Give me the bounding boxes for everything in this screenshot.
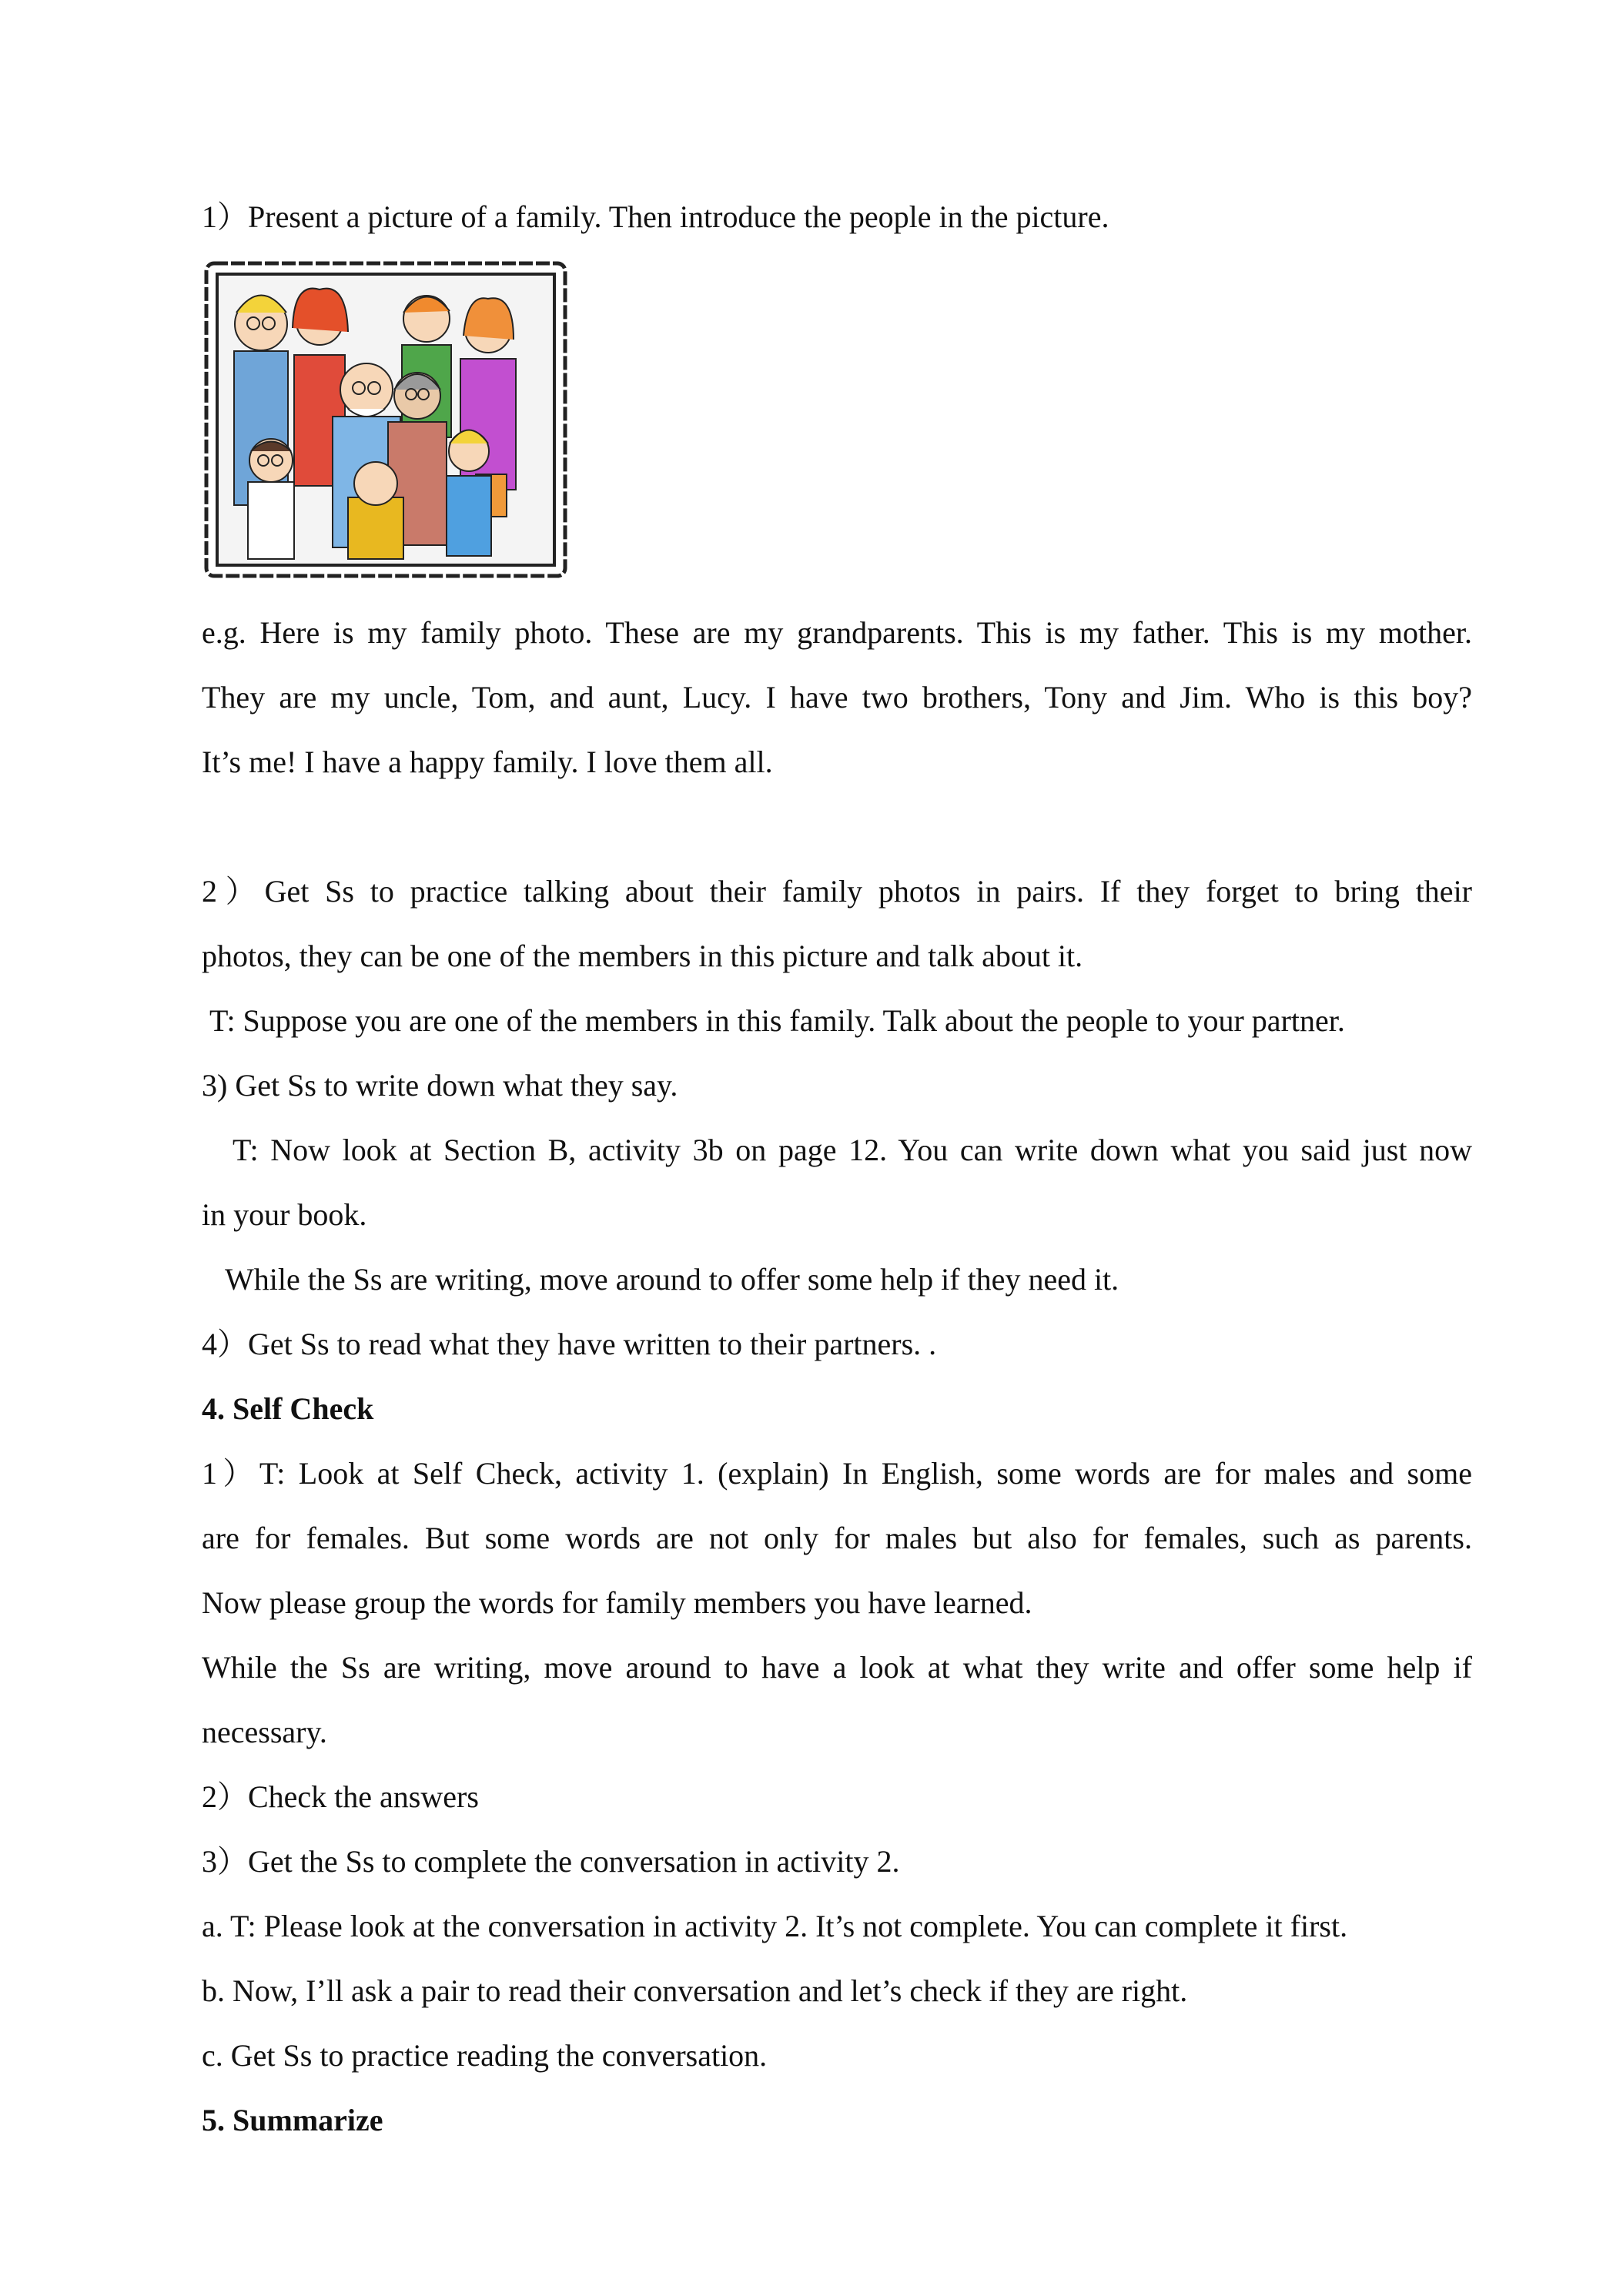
self-check-heading: 4. Self Check	[202, 1391, 374, 1426]
self-check-note-line-1: While the Ss are writing, move around to have a look at what they write and offer some help if	[202, 1650, 1472, 1685]
self-check-step-2: 2）Check the answers	[202, 1779, 479, 1814]
self-check-step-1-line-2: are for females. But some words are not only for males but also for females, such as parents.	[202, 1521, 1472, 1555]
family-picture	[202, 259, 570, 581]
self-check-step-1-line-1: 1）T: Look at Self Check, activity 1. (explain) In English, some words are for males and some	[202, 1456, 1472, 1491]
self-check-note-line-2: necessary.	[202, 1715, 327, 1749]
step-1-text: 1）Present a picture of a family. Then introduce the people in the picture.	[202, 199, 1109, 234]
step-4-text: 4）Get Ss to read what they have written to their partners. .	[202, 1327, 937, 1361]
step-2-line-1: 2）Get Ss to practice talking about their family photos in pairs. If they forget to bring their	[202, 874, 1472, 909]
example-line-3: It’s me! I have a happy family. I love them all.	[202, 745, 773, 779]
step-3-teacher-line-2: in your book.	[202, 1197, 367, 1232]
step-2-teacher: T: Suppose you are one of the members in this family. Talk about the people to your partner.	[209, 1003, 1345, 1038]
step-2-line-2: photos, they can be one of the members in this picture and talk about it.	[202, 939, 1083, 973]
summarize-heading: 5. Summarize	[202, 2103, 383, 2137]
step-3-teacher-line-1: T: Now look at Section B, activity 3b on page 12. You can write down what you said just now	[233, 1133, 1472, 1167]
self-check-step-3: 3）Get the Ss to complete the conversation in activity 2.	[202, 1844, 900, 1879]
step-3-text: 3) Get Ss to write down what they say.	[202, 1068, 678, 1103]
self-check-item-a: a. T: Please look at the conversation in activity 2. It’s not complete. You can complete it first.	[202, 1909, 1348, 1943]
self-check-item-b: b. Now, I’ll ask a pair to read their conversation and let’s check if they are right.	[202, 1973, 1188, 2008]
example-line-1: e.g. Here is my family photo. These are my grandparents. This is my father. This is my mother.	[202, 615, 1472, 650]
self-check-step-1-line-3: Now please group the words for family members you have learned.	[202, 1585, 1032, 1620]
example-line-2: They are my uncle, Tom, and aunt, Lucy. I have two brothers, Tony and Jim. Who is this boy?	[202, 680, 1472, 715]
self-check-item-c: c. Get Ss to practice reading the conversation.	[202, 2038, 768, 2073]
step-3-note: While the Ss are writing, move around to offer some help if they need it.	[225, 1262, 1119, 1297]
